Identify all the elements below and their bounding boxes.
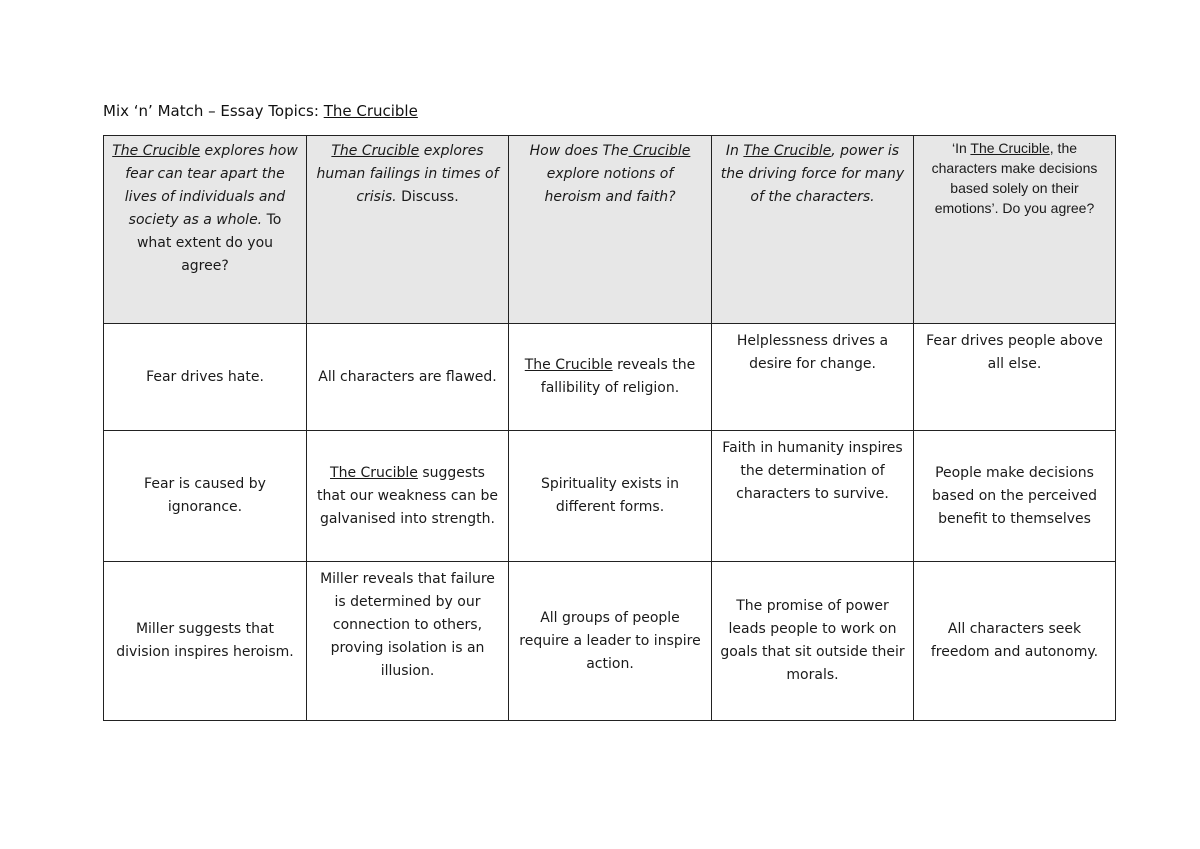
work-title: The Crucible	[112, 143, 201, 159]
topic-text: , power is the driving force for many of the characters.	[720, 143, 905, 205]
topic-cell-1	[104, 136, 307, 324]
title-prefix: Mix ‘n’ Match – Essay Topics:	[103, 102, 324, 120]
table-cell: Helplessness drives a desire for change.	[712, 324, 914, 431]
table-cell: All groups of people require a leader to inspire action.	[509, 562, 712, 721]
table-cell: Faith in humanity inspires the determination of characters to survive.	[712, 431, 914, 562]
table-cell: Miller reveals that failure is determined by our connection to others, proving isolation is an illusion.	[307, 562, 509, 721]
topic-text: explores human failings in times of crisis.	[316, 143, 499, 205]
table-cell: Fear drives people above all else.	[914, 324, 1116, 431]
table-row	[104, 324, 1116, 431]
work-title: The Crucible	[743, 143, 832, 159]
table-row	[104, 562, 1116, 721]
topic-text: In	[725, 143, 744, 159]
topic-question: Discuss.	[396, 189, 459, 205]
topic-cell-5	[914, 136, 1116, 324]
table-cell: Fear is caused by ignorance.	[104, 431, 307, 562]
table-cell: The promise of power leads people to work on goals that sit outside their morals.	[712, 562, 914, 721]
table-cell: All characters are flawed.	[307, 324, 509, 431]
table-cell: All characters seek freedom and autonomy.	[914, 562, 1116, 721]
table-row	[104, 136, 1116, 324]
cell-text: reveals the fallibility of religion.	[540, 357, 696, 396]
topic-cell-2	[307, 136, 509, 324]
table-cell: Spirituality exists in different forms.	[509, 431, 712, 562]
cell-text: suggests that our weakness can be galvanised into strength.	[317, 464, 498, 527]
work-title: The Crucible	[331, 143, 420, 159]
topic-cell-3	[509, 136, 712, 324]
page-title	[103, 102, 418, 120]
table-cell	[307, 431, 509, 562]
table-cell	[509, 324, 712, 431]
work-title: Crucible	[628, 143, 691, 159]
topic-text: ‘In	[951, 140, 971, 156]
work-title: The Crucible	[970, 140, 1050, 156]
table-cell: Miller suggests that division inspires heroism.	[104, 562, 307, 721]
table-cell: People make decisions based on the perceived benefit to themselves	[914, 431, 1116, 562]
topic-text: How does The	[529, 143, 629, 159]
title-work: The Crucible	[323, 102, 418, 120]
topic-text: , the characters make decisions based solely on their emotions’. Do you agree?	[931, 140, 1098, 216]
table-cell: Fear drives hate.	[104, 324, 307, 431]
topic-text: explores how fear can tear apart the lives of individuals and society as a whole.	[124, 143, 298, 228]
topic-question: To what extent do you agree?	[136, 212, 282, 274]
essay-topics-table	[103, 135, 1116, 721]
table-row	[104, 431, 1116, 562]
topic-text: explore notions of heroism and faith?	[544, 166, 676, 205]
work-title: The Crucible	[524, 357, 613, 373]
topic-cell-4	[712, 136, 914, 324]
work-title: The Crucible	[330, 464, 418, 481]
